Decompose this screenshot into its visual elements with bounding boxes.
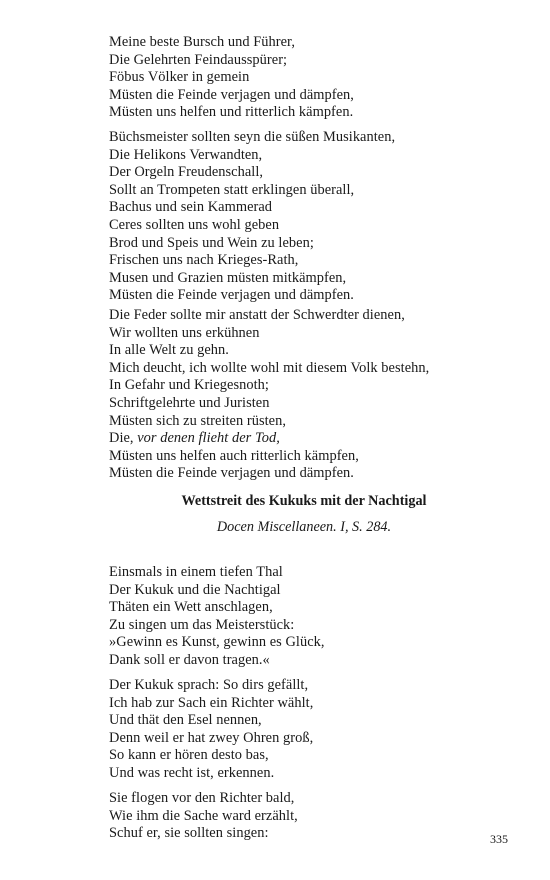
verse-line: Brod und Speis und Wein zu leben; xyxy=(109,234,314,251)
stanza-6 xyxy=(109,790,529,843)
verse-line: Schriftgelehrte und Juristen xyxy=(109,394,270,411)
verse-line: Schuf er, sie sollten singen: xyxy=(109,825,269,842)
section-source: Docen Miscellaneen. I, S. 284. xyxy=(216,519,392,535)
verse-line: Die Helikons Verwandten, xyxy=(109,146,263,163)
stanza-3 xyxy=(109,307,529,483)
verse-line: Föbus Völker in gemein xyxy=(109,69,250,86)
verse-line: Mich deucht, ich wollte wohl mit diesem Volk bestehn, xyxy=(109,359,430,376)
verse-line: Müsten die Feinde verjagen und dämpfen. xyxy=(109,287,354,304)
verse-line: Ich hab zur Sach ein Richter wählt, xyxy=(109,694,314,711)
verse-line: Der Kukuk und die Nachtigal xyxy=(109,581,281,598)
verse-italic-phrase: vor denen flieht der Tod, xyxy=(137,430,280,447)
verse-line: Thäten ein Wett anschlagen, xyxy=(109,599,273,616)
stanza-1 xyxy=(109,34,529,122)
verse-line: Dank soll er davon tragen.« xyxy=(109,651,270,668)
verse-line: Müsten die Feinde verjagen und dämpfen, xyxy=(109,86,354,103)
stanza-4 xyxy=(109,564,529,670)
verse-line: So kann er hören desto bas, xyxy=(109,747,269,764)
verse-line: Einsmals in einem tiefen Thal xyxy=(109,564,283,580)
stanza-5 xyxy=(109,677,529,783)
verse-line: In Gefahr und Kriegesnoth; xyxy=(109,377,269,394)
verse-line: Ceres sollten uns wohl geben xyxy=(109,216,280,233)
page-number: 335 xyxy=(490,832,508,846)
verse-line: Die Feder sollte mir anstatt der Schwerdter dienen, xyxy=(109,307,405,323)
verse-line: Der Orgeln Freudenschall, xyxy=(109,164,264,181)
verse-line: Müsten die Feinde verjagen und dämpfen. xyxy=(109,465,354,482)
verse-line: Meine beste Bursch und Führer, xyxy=(109,34,295,50)
verse-line: Frischen uns nach Krieges-Rath, xyxy=(109,252,299,269)
verse-line: Und thät den Esel nennen, xyxy=(109,712,262,729)
verse-line: Wir wollten uns erkühnen xyxy=(109,324,260,341)
verse-line: Sie flogen vor den Richter bald, xyxy=(109,790,295,806)
verse-line: In alle Welt zu gehn. xyxy=(109,342,229,359)
stanza-2 xyxy=(109,129,529,305)
verse-line: Und was recht ist, erkennen. xyxy=(109,764,275,781)
verse-line: Bachus und sein Kammerad xyxy=(109,199,273,216)
verse-line: Der Kukuk sprach: So dirs gefällt, xyxy=(109,677,309,693)
verse-line: Müsten sich zu streiten rüsten, xyxy=(109,412,286,429)
verse-line: Büchsmeister sollten seyn die süßen Musikanten, xyxy=(109,129,396,145)
verse-line: »Gewinn es Kunst, gewinn es Glück, xyxy=(109,634,325,651)
verse-line: Zu singen um das Meisterstück: xyxy=(109,616,295,633)
verse-line: Denn weil er hat zwey Ohren groß, xyxy=(109,729,314,746)
verse-line: Sollt an Trompeten statt erklingen überall, xyxy=(109,181,355,198)
verse-line: Müsten uns helfen auch ritterlich kämpfen, xyxy=(109,447,359,464)
verse-line-mixed xyxy=(109,430,529,448)
verse-prefix: Die, xyxy=(109,430,138,447)
verse-line: Wie ihm die Sache ward erzählt, xyxy=(109,807,298,824)
section-title: Wettstreit des Kukuks mit der Nachtigal xyxy=(181,493,427,509)
verse-line: Musen und Grazien müsten mitkämpfen, xyxy=(109,269,347,286)
verse-line: Müsten uns helfen und ritterlich kämpfen. xyxy=(109,104,354,121)
verse-line: Die Gelehrten Feindausspürer; xyxy=(109,51,288,68)
